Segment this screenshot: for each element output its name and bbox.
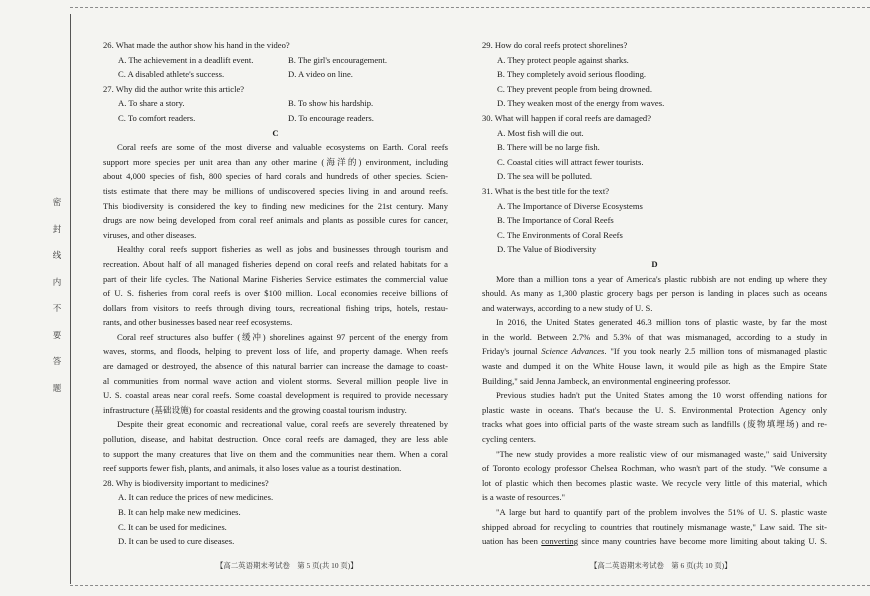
passage-c-line: reef supports fewer fish, plants, and animals, it also loses value as a tourist destination. bbox=[103, 463, 402, 474]
binding-label: 密 封 线 内 不 要 答 题 bbox=[52, 197, 62, 393]
passage-c-line: are damaged or destroyed, the absence of this natural barrier can increase the damage to coast- bbox=[103, 361, 448, 372]
passage-d-line: should. As many as 1,300 plastic grocery bags per person is landing in places such as oceans bbox=[482, 288, 827, 299]
q28-option-b: B. It can help make new medicines. bbox=[118, 507, 241, 517]
q29-option-b: B. They completely avoid serious flooding. bbox=[497, 69, 647, 80]
passage-c-line: pollution, disease, and habitat destruction. Once coral reefs are damaged, they are less able bbox=[103, 434, 448, 445]
bottom-dashed-rule bbox=[70, 585, 870, 586]
q26-option-b: B. The girl's encouragement. bbox=[288, 54, 387, 65]
passage-c-line: dollars from visitors to reefs through diving tours, recreational fishing trips, hotels, restau- bbox=[103, 302, 448, 313]
q26-option-d: D. A video on line. bbox=[288, 69, 353, 80]
passage-d-line: Previous studies hadn't put the United States among the 10 worst offending nations for bbox=[496, 390, 827, 401]
passage-c-line: al communities from normal wave action and violent storms. Several million people live in bbox=[103, 375, 448, 386]
passage-d-line: waste and dumped it on the White House lawn, it would pile as high as the Empire State bbox=[482, 361, 827, 372]
passage-c-line: to support the many creatures that live on them and the communities near them. When a coral bbox=[103, 448, 448, 459]
passage-c-line: U. S. coastal areas near coral reefs. Some coastal development is required to provide necessary bbox=[103, 390, 448, 401]
passage-d-heading: D bbox=[651, 258, 658, 269]
q31-option-b: B. The Importance of Coral Reefs bbox=[497, 215, 614, 226]
passage-d-line: Building," said Jenna Jambeck, an environmental engineering professor. bbox=[482, 375, 731, 386]
q29-option-d: D. They weaken most of the energy from waves. bbox=[497, 98, 665, 109]
passage-c-line: rants, and other businesses based near reef ecosystems. bbox=[103, 317, 293, 328]
q29-option-c: C. They prevent people from being drowned. bbox=[497, 83, 652, 94]
q26-options-cd bbox=[103, 67, 448, 82]
q28-option-c: C. It can be used for medicines. bbox=[118, 521, 227, 532]
passage-d-line: cycling centers. bbox=[482, 434, 536, 445]
q30-option-a: A. Most fish will die out. bbox=[497, 127, 584, 138]
right-column bbox=[482, 38, 827, 549]
passage-c-line: infrastructure (基础设施) for coastal residents and the growing coastal tourism industry. bbox=[103, 404, 407, 415]
passage-c-line: Despite their great economic and recreational value, coral reefs are severely threatened by bbox=[117, 419, 448, 430]
top-dashed-rule bbox=[70, 7, 870, 8]
q26-option-c: C. A disabled athlete's success. bbox=[118, 69, 225, 80]
q27-option-a: A. To share a story. bbox=[118, 98, 185, 109]
underlined-word: converting bbox=[541, 536, 579, 547]
q31-option-d: D. The Value of Biodiversity bbox=[497, 244, 597, 255]
q27-option-d: D. To encourage readers. bbox=[288, 112, 374, 123]
passage-d-line: plastic waste in oceans. That's because the U. S. Environmental Protection Agency only bbox=[482, 404, 827, 415]
passage-d-line: tracks what goes into official parts of the waste stream such as landfills (废物填埋场) and re- bbox=[482, 419, 827, 430]
binding-line bbox=[70, 14, 71, 584]
passage-c-line: about 4,000 species of fish, 800 species of hard corals and hundreds of other species. Scien- bbox=[103, 171, 448, 182]
passage-d-line: More than a million tons a year of America's plastic rubbish are not ending up where they bbox=[496, 273, 827, 284]
q27-options-cd bbox=[103, 111, 448, 126]
page-footer-left: 【高二英语期末考试卷 第 5 页(共 10 页)】 bbox=[216, 561, 358, 570]
q26-stem: 26. What made the author show his hand in the video? bbox=[103, 40, 290, 50]
passage-d-line: Friday's journal Science Advances. "If you took nearly 2.5 million tons of mismanaged plastic bbox=[482, 346, 827, 357]
q27-option-c: C. To comfort readers. bbox=[118, 112, 196, 123]
q26-options-ab bbox=[103, 53, 448, 68]
passage-d-line: of Toronto ecology professor Chelsea Rochman, who wasn't part of the study. "We consume a bbox=[482, 463, 827, 474]
q28-option-d: D. It can be used to cure diseases. bbox=[118, 536, 235, 547]
passage-c-line: This biodiversity is considered the key to finding new medicines for the 21st century. Many bbox=[103, 200, 448, 211]
q28-stem: 28. Why is biodiversity important to medicines? bbox=[103, 477, 269, 488]
journal-name: Science Advances bbox=[541, 346, 605, 357]
passage-d-line: In 2016, the United States generated 46.3 million tons of plastic waste, by far the most bbox=[496, 317, 827, 328]
passage-c-line: support more species per unit area than any other marine (海洋的) environment, including bbox=[103, 156, 448, 167]
q30-stem: 30. What will happen if coral reefs are damaged? bbox=[482, 112, 652, 123]
left-column bbox=[103, 38, 448, 549]
q31-option-a: A. The Importance of Diverse Ecosystems bbox=[497, 200, 643, 211]
passage-d-line: is a waste of resources." bbox=[482, 492, 565, 503]
passage-d-line: uation has been converting since many countries have become more limiting about taking U. S. bbox=[482, 536, 827, 547]
passage-c-line: viruses, and other diseases. bbox=[103, 229, 197, 240]
passage-c-line: tists estimate that there may be millions of undiscovered species living in and around reefs. bbox=[103, 185, 448, 196]
q26-option-a: A. The achievement in a deadlift event. bbox=[118, 54, 254, 65]
q27-stem: 27. Why did the author write this article? bbox=[103, 83, 245, 94]
q27-options-ab bbox=[103, 96, 448, 111]
q31-option-c: C. The Environments of Coral Reefs bbox=[497, 229, 623, 240]
q30-option-d: D. The sea will be polluted. bbox=[497, 171, 593, 182]
passage-d-line: shipped abroad for recycling to countries that routinely mismanage waste," Law said. The sit- bbox=[482, 521, 827, 532]
passage-c-line: Coral reef structures also buffer (缓冲) shorelines against 97 percent of the energy from bbox=[117, 331, 448, 342]
passage-c-line: part of their life cycles. The National Marine Fisheries Service estimates the commercial value bbox=[103, 273, 448, 284]
passage-d-line: "The new study provides a more realistic view of our mismanaged waste," said University bbox=[496, 448, 827, 459]
passage-c-line: Coral reefs are some of the most diverse and valuable ecosystems on Earth. Coral reefs bbox=[117, 142, 448, 153]
passage-c-line: recreation. About half of all managed fisheries depend on coral reefs and related habitats for a bbox=[103, 258, 448, 269]
q27-option-b: B. To show his hardship. bbox=[288, 98, 374, 109]
passage-c-line: of U. S. fisheries from coral reefs is over $100 million. Local economies receive billions of bbox=[103, 288, 448, 299]
passage-c-heading: C bbox=[272, 127, 279, 138]
q30-option-c: C. Coastal cities will attract fewer tourists. bbox=[497, 156, 644, 167]
q29-stem: 29. How do coral reefs protect shorelines? bbox=[482, 40, 628, 50]
passage-d-line: "A large but hard to quantify part of the problem involves the 51% of U. S. plastic waste bbox=[496, 507, 827, 517]
passage-d-line: and waterways, according to a new study of U. S. bbox=[482, 302, 653, 313]
q28-option-a: A. It can reduce the prices of new medicines. bbox=[118, 492, 274, 503]
passage-d-line: lot of plastic which then becomes plastic waste. We recycle very little of this material, which bbox=[482, 477, 827, 488]
page-footer-right: 【高二英语期末考试卷 第 6 页(共 10 页)】 bbox=[590, 561, 732, 570]
passage-d-line: in the world. Between 2.7% and 5.3% of that was mismanaged, according to a study in bbox=[482, 331, 827, 342]
q30-option-b: B. There will be no large fish. bbox=[497, 142, 600, 153]
q29-option-a: A. They protect people against sharks. bbox=[497, 54, 629, 65]
passage-c-line: waves, storms, and floods, helping to prevent loss of life, and property damage. When reefs bbox=[103, 346, 448, 357]
passage-c-line: drugs are now being developed from coral reef animals and plants as possible cures for cancer, bbox=[103, 215, 448, 226]
q31-stem: 31. What is the best title for the text? bbox=[482, 185, 610, 196]
passage-c-line: Healthy coral reefs support fisheries as well as jobs and businesses through tourism and bbox=[117, 244, 448, 255]
